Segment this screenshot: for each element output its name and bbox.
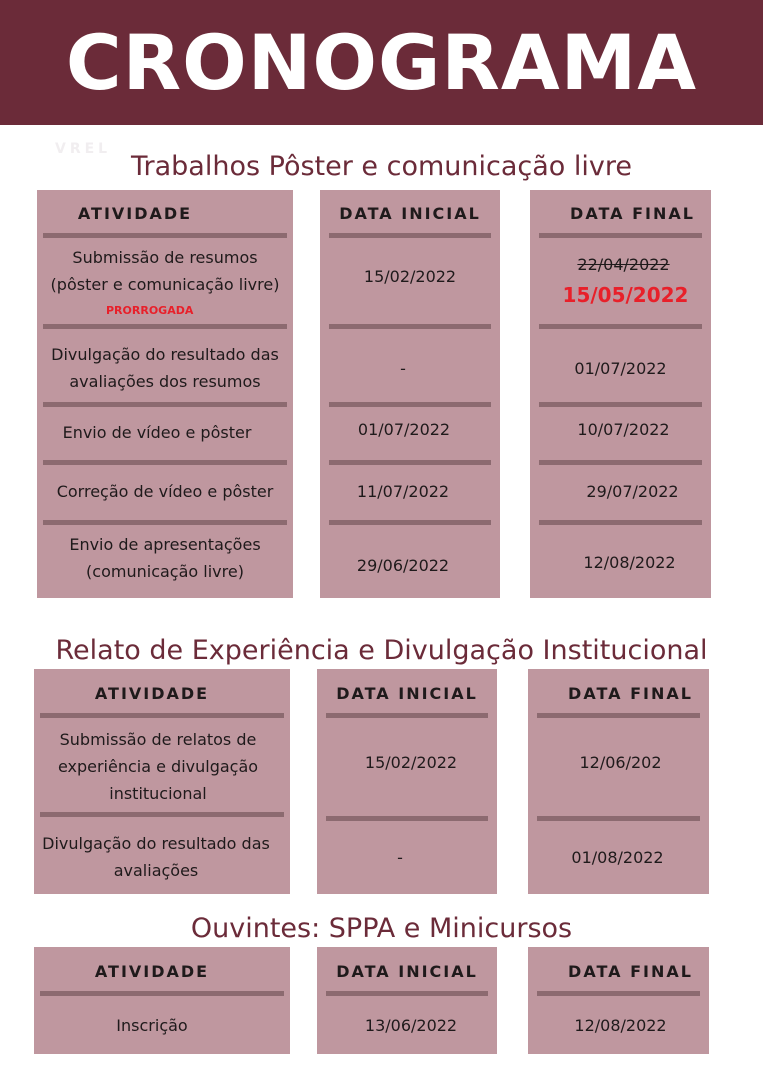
divider — [329, 324, 491, 329]
divider — [537, 713, 700, 718]
s2-r2-end: 01/08/2022 — [571, 848, 664, 867]
s1-r1-start: 15/02/2022 — [363, 267, 457, 286]
s3-activity-panel — [34, 947, 290, 1054]
s1-r4-start: 11/07/2022 — [356, 482, 450, 501]
s1-col-head-start: DATA INICIAL — [339, 204, 481, 223]
s2-r2-start: - — [397, 848, 403, 867]
divider — [40, 812, 284, 817]
section-title-poster: Trabalhos Pôster e comunicação livre — [131, 151, 632, 182]
s3-col-head-end: DATA FINAL — [568, 962, 693, 981]
divider — [539, 402, 702, 407]
s2-end-panel — [528, 669, 709, 894]
s3-r1-activity: Inscrição — [116, 1016, 188, 1035]
s3-r1-end: 12/08/2022 — [574, 1016, 667, 1035]
s1-col-head-end: DATA FINAL — [570, 204, 695, 223]
s1-r1-end-new: 15/05/2022 — [562, 283, 689, 307]
divider — [539, 324, 702, 329]
s3-col-head-activity: ATIVIDADE — [94, 962, 210, 981]
s3-end-panel — [528, 947, 709, 1054]
s2-r1-start: 15/02/2022 — [364, 753, 458, 772]
s1-activity-panel — [37, 190, 293, 598]
faint-text: VREL — [55, 141, 112, 157]
s1-col-head-activity: ATIVIDADE — [77, 204, 193, 223]
prorrogada-badge: PRORROGADA — [106, 304, 194, 317]
s2-activity-panel — [34, 669, 290, 894]
s1-r4-activity: Correção de vídeo e pôster — [56, 482, 274, 501]
section-title-ouvintes: Ouvintes: SPPA e Minicursos — [190, 913, 573, 944]
divider — [326, 713, 488, 718]
s1-r3-activity: Envio de vídeo e pôster — [62, 423, 252, 442]
s2-r1-activity: Submissão de relatos de experiência e divulgação institucional — [57, 730, 259, 803]
divider — [40, 991, 284, 996]
s2-col-head-activity: ATIVIDADE — [94, 684, 210, 703]
divider — [326, 816, 488, 821]
s2-col-head-start: DATA INICIAL — [336, 684, 478, 703]
divider — [329, 460, 491, 465]
s1-r5-start: 29/06/2022 — [356, 556, 450, 575]
s3-r1-start: 13/06/2022 — [364, 1016, 458, 1035]
s1-r4-end: 29/07/2022 — [586, 482, 679, 501]
s1-start-panel — [320, 190, 500, 598]
divider — [329, 402, 491, 407]
divider — [40, 713, 284, 718]
page-title: CRONOGRAMA — [65, 18, 698, 107]
header-banner — [0, 0, 763, 125]
divider — [43, 402, 287, 407]
s3-start-panel — [317, 947, 497, 1054]
s1-r5-end: 12/08/2022 — [583, 553, 676, 572]
s1-r1-end-old: 22/04/2022 — [577, 255, 670, 274]
s1-r2-end: 01/07/2022 — [574, 359, 667, 378]
s1-end-panel — [530, 190, 711, 598]
divider — [539, 520, 702, 525]
s2-col-head-end: DATA FINAL — [568, 684, 693, 703]
s2-r2-activity: Divulgação do resultado das avaliações — [42, 834, 270, 880]
s1-r1-activity: Submissão de resumos (pôster e comunicação livre) — [50, 248, 280, 294]
divider — [537, 816, 700, 821]
section-title-relato: Relato de Experiência e Divulgação Institucional — [55, 635, 708, 666]
divider — [43, 233, 287, 238]
s2-start-panel — [317, 669, 497, 894]
s1-r3-end: 10/07/2022 — [577, 420, 670, 439]
divider — [537, 991, 700, 996]
divider — [329, 233, 491, 238]
s1-r2-activity: Divulgação do resultado das avaliações dos resumos — [51, 345, 279, 391]
divider — [326, 991, 488, 996]
divider — [43, 324, 287, 329]
s1-r2-start: - — [400, 359, 406, 378]
s1-r3-start: 01/07/2022 — [357, 420, 451, 439]
s3-col-head-start: DATA INICIAL — [336, 962, 478, 981]
divider — [43, 460, 287, 465]
s1-r5-activity: Envio de apresentações (comunicação livre) — [69, 535, 261, 581]
divider — [539, 460, 702, 465]
divider — [539, 233, 702, 238]
divider — [329, 520, 491, 525]
divider — [43, 520, 287, 525]
s2-r1-end: 12/06/202 — [579, 753, 662, 772]
